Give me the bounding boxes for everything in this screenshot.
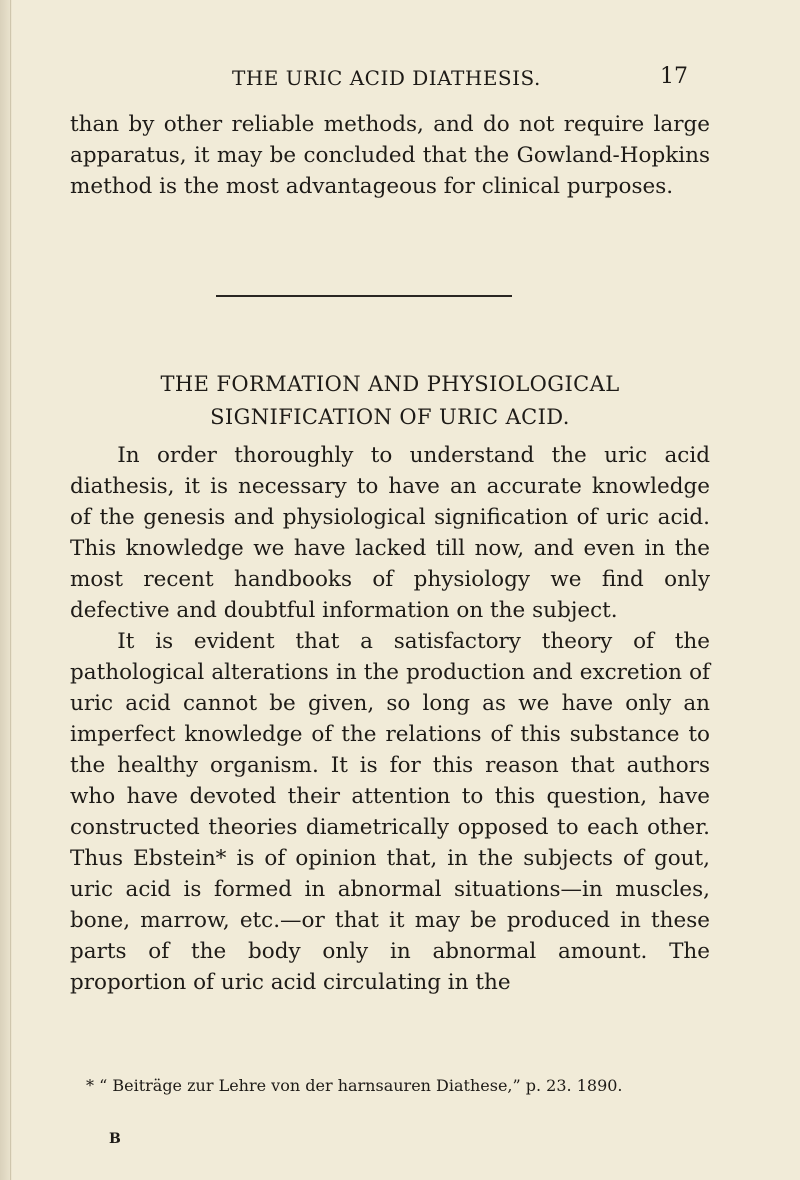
page-header [0, 66, 800, 96]
running-head: THE URIC ACID DIATHESIS. [232, 66, 541, 90]
footnote: * “ Beiträge zur Lehre von der harnsauren Diathese,” p. 23. 1890. [86, 1076, 623, 1095]
body-paragraph: In order thoroughly to understand the uric acid diathesis, it is necessary to have an accurate knowledge of the genesis and physiological signification of uric acid. This knowledge we have lacked till now, and even in the most recent handbooks of physiology we find only defective and doubtful information on the subject. [70, 443, 710, 623]
section-divider [216, 295, 512, 297]
opening-paragraph: than by other reliable methods, and do not require large apparatus, it may be concluded that the Gowland-Hopkins method is the most advantageous for clinical purposes. [70, 112, 710, 199]
body-paragraph: It is evident that a satisfactory theory of the pathological alterations in the production and excretion of uric acid cannot be given, so long as we have only an imperfect knowledge of the relations of this substance to the healthy organism. It is for this reason that authors who have devoted their attention to this question, have constructed theories diametrically opposed to each other. Thus Ebstein* is of opinion that, in the subjects of gout, uric acid is formed in abnormal situations—in muscles, bone, marrow, etc.—or that it may be produced in these parts of the body only in abnormal amount. The proportion of uric acid circulating in the [70, 629, 710, 995]
page-number: 17 [660, 64, 688, 89]
signature-mark: B [109, 1131, 121, 1147]
section-body [70, 440, 710, 998]
section-heading: THE FORMATION AND PHYSIOLOGICAL SIGNIFICATION OF URIC ACID. [160, 372, 620, 429]
binding-line [10, 0, 11, 1180]
